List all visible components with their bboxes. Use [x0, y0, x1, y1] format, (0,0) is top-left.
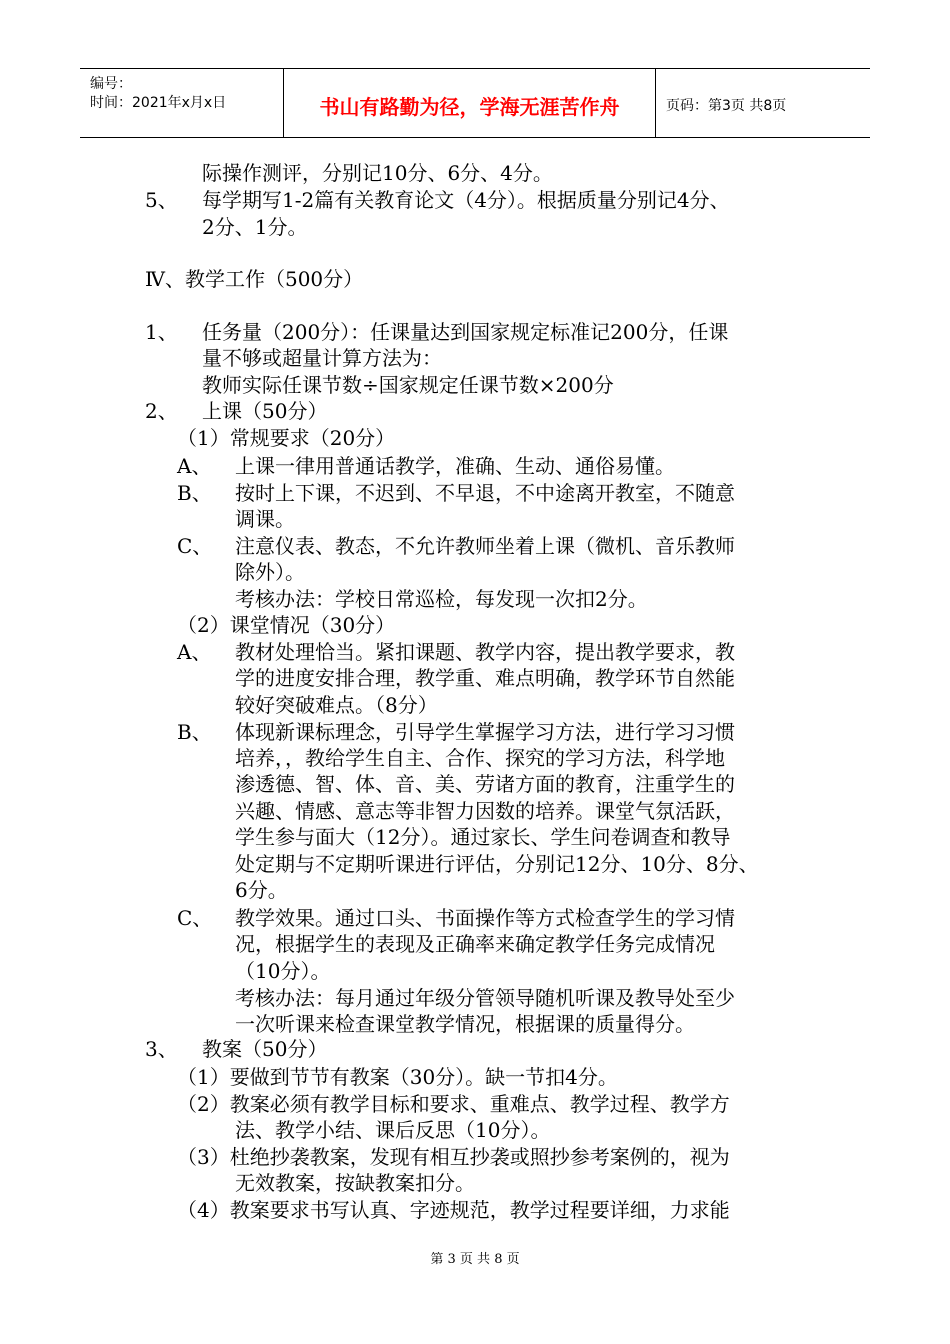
list-marker: B、	[177, 720, 212, 744]
list-marker: A、	[177, 454, 212, 478]
list-marker: 1、	[145, 320, 178, 344]
page-footer: 第 3 页 共 8 页	[430, 1252, 520, 1267]
header-motto: 书山有路勤为径，学海无涯苦作舟	[284, 69, 656, 137]
text-line: 体现新课标理念，引导学生掌握学习方法，进行学习习惯	[235, 720, 735, 744]
page-header	[80, 68, 870, 138]
text-line: 较好突破难点。（8分）	[235, 693, 438, 717]
text-line: 按时上下课，不迟到、不早退，不中途离开教室，不随意	[235, 481, 735, 505]
text-line: 上课一律用普通话教学，准确、生动、通俗易懂。	[235, 454, 675, 478]
list-marker: A、	[177, 640, 212, 664]
text-line: （4）教案要求书写认真、字迹规范，教学过程要详细，力求能	[177, 1198, 730, 1222]
text-line: 学的进度安排合理，教学重、难点明确，教学环节自然能	[235, 666, 735, 690]
text-line: 教案（50分）	[202, 1037, 328, 1061]
text-line: 教材处理恰当。紧扣课题、教学内容，提出教学要求，教	[235, 640, 735, 664]
header-date: 时间：2021年x月x日	[90, 95, 227, 111]
text-line: 教学效果。通过口头、书面操作等方式检查学生的学习情	[235, 906, 735, 930]
header-number: 编号：	[90, 76, 132, 92]
text-line: 兴趣、情感、意志等非智力因数的培养。课堂气氛活跃，	[235, 799, 735, 823]
text-line: （2）教案必须有教学目标和要求、重难点、教学过程、教学方	[177, 1092, 730, 1116]
text-line: 6分。	[235, 878, 288, 902]
list-marker: 5、	[145, 188, 178, 212]
text-line: 调课。	[235, 507, 295, 531]
text-line: （3）杜绝抄袭教案，发现有相互抄袭或照抄参考案例的，视为	[177, 1145, 730, 1169]
section-heading: Ⅳ、教学工作（500分）	[145, 267, 364, 291]
list-marker: C、	[177, 534, 213, 558]
text-line: 际操作测评，分别记10分、6分、4分。	[202, 161, 553, 185]
list-marker: 2、	[145, 399, 178, 423]
header-info	[80, 69, 284, 137]
text-line: 况，根据学生的表现及正确率来确定教学任务完成情况	[235, 932, 715, 956]
text-line: 考核办法：学校日常巡检，每发现一次扣2分。	[235, 587, 648, 611]
text-line: 除外）。	[235, 560, 305, 584]
list-marker: 3、	[145, 1037, 178, 1061]
text-line: 渗透德、智、体、音、美、劳诸方面的教育，注重学生的	[235, 772, 735, 796]
text-line: 2分、1分。	[202, 215, 308, 239]
text-line: 教师实际任课节数÷国家规定任课节数×200分	[202, 373, 614, 397]
text-line: 注意仪表、教态，不允许教师坐着上课（微机、音乐教师	[235, 534, 735, 558]
subsection-heading: （2）课堂情况（30分）	[177, 613, 396, 637]
list-marker: C、	[177, 906, 213, 930]
text-line: 法、教学小结、课后反思（10分）。	[235, 1118, 551, 1142]
text-line: 无效教案，按缺教案扣分。	[235, 1171, 475, 1195]
text-line: 任务量（200分）：任课量达到国家规定标准记200分，任课	[202, 320, 729, 344]
text-line: 培养，，教给学生自主、合作、探究的学习方法，科学地	[235, 746, 725, 770]
text-line: （1）要做到节节有教案（30分）。缺一节扣4分。	[177, 1065, 618, 1089]
text-line: 上课（50分）	[202, 399, 328, 423]
text-line: 学生参与面大（12分）。通过家长、学生问卷调查和教导	[235, 825, 731, 849]
text-line: 每学期写1-2篇有关教育论文（4分）。根据质量分别记4分、	[202, 188, 730, 212]
subsection-heading: （1）常规要求（20分）	[177, 426, 396, 450]
list-marker: B、	[177, 481, 212, 505]
text-line: 量不够或超量计算方法为：	[202, 346, 442, 370]
text-line: 一次听课来检查课堂教学情况，根据课的质量得分。	[235, 1012, 695, 1036]
header-page: 页码：第3页 共8页	[666, 98, 787, 114]
text-line: 处定期与不定期听课进行评估，分别记12分、10分、8分、	[235, 852, 759, 876]
text-line: （10分）。	[235, 959, 331, 983]
text-line: 考核办法：每月通过年级分管领导随机听课及教导处至少	[235, 986, 735, 1010]
